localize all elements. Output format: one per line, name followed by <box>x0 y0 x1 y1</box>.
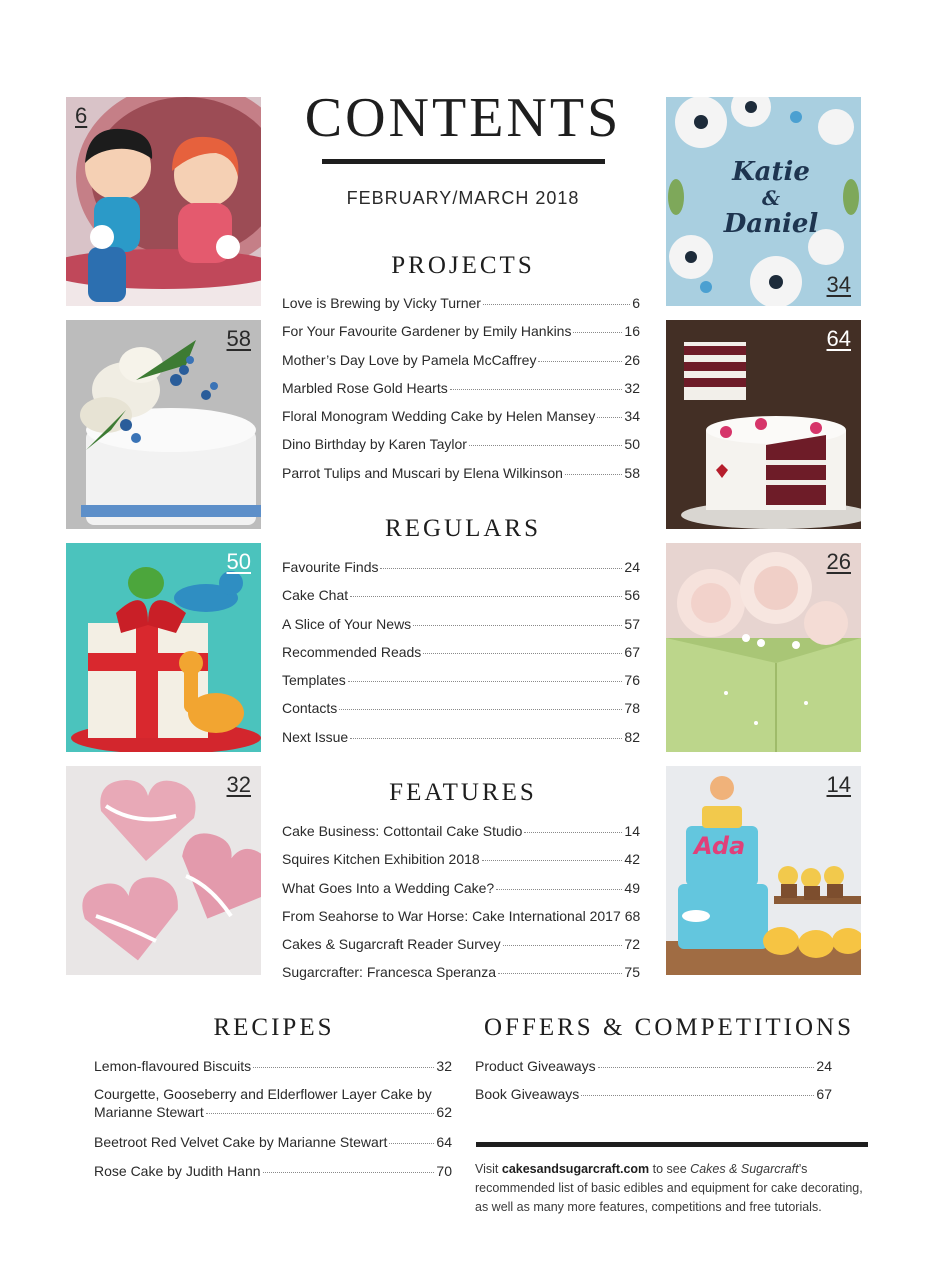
dot-leader <box>423 653 622 654</box>
toc-entry-label: Sugarcrafter: Francesca Speranza <box>282 964 496 981</box>
footer-note-text: to see <box>649 1162 691 1176</box>
toc-entry-page: 26 <box>624 351 640 368</box>
toc-entry-label: Lemon-flavoured Biscuits <box>94 1058 252 1074</box>
toc-entry-page: 32 <box>624 379 640 396</box>
toc-entry-label: Mother’s Day Love by Pamela McCaffrey <box>282 351 537 368</box>
thumbnail-dino-birthday[interactable] <box>66 543 261 752</box>
toc-entry-label: Rose Cake by Judith Hann <box>94 1162 261 1179</box>
toc-entry[interactable] <box>282 586 640 614</box>
toc-entry-page: 56 <box>624 587 640 604</box>
toc-entry[interactable] <box>282 643 640 671</box>
dot-leader <box>350 738 622 739</box>
toc-entry-label: Marbled Rose Gold Hearts <box>282 379 448 396</box>
toc-entry-page: 34 <box>624 408 640 425</box>
toc-entry-page: 70 <box>436 1162 452 1179</box>
dot-leader <box>581 1095 814 1096</box>
toc-entry-label: Courgette, Gooseberry and Elderflower Layer Cake by <box>94 1086 432 1103</box>
offers-list <box>475 1057 832 1114</box>
dot-leader <box>538 361 622 362</box>
toc-entry[interactable] <box>282 435 640 463</box>
dot-leader <box>524 832 622 833</box>
page-number: 50 <box>226 549 251 574</box>
toc-entry-page: 32 <box>436 1058 452 1074</box>
features-list <box>282 822 640 992</box>
toc-entry-page: 14 <box>624 823 640 839</box>
toc-entry[interactable] <box>94 1162 452 1190</box>
thumbnail-mothers-day[interactable] <box>666 543 861 752</box>
toc-entry-page: 78 <box>624 700 640 717</box>
toc-entry-page: 42 <box>624 851 640 868</box>
toc-entry[interactable] <box>282 879 640 907</box>
section-heading-regulars: REGULARS <box>385 515 541 542</box>
page-number: 34 <box>826 272 851 297</box>
page-number: 58 <box>226 326 251 351</box>
title-divider <box>322 159 605 164</box>
toc-entry[interactable] <box>94 1057 452 1085</box>
toc-entry-label: Marianne Stewart <box>94 1104 204 1121</box>
toc-entry-page: 75 <box>624 964 640 981</box>
toc-entry-label: Book Giveaways <box>475 1086 580 1103</box>
toc-entry-page: 82 <box>624 728 640 745</box>
toc-entry-label: Cake Business: Cottontail Cake Studio <box>282 823 523 839</box>
dot-leader <box>469 445 622 446</box>
toc-entry-label: Next Issue <box>282 728 349 745</box>
toc-entry-label: Product Giveaways <box>475 1058 596 1074</box>
toc-entry[interactable] <box>282 822 640 850</box>
recipes-list <box>94 1057 452 1190</box>
footer-note <box>475 1160 877 1217</box>
toc-entry[interactable] <box>282 699 640 727</box>
toc-entry-page: 64 <box>436 1134 452 1151</box>
toc-entry[interactable] <box>282 407 640 435</box>
toc-entry-label: Cakes & Sugarcraft Reader Survey <box>282 936 501 953</box>
toc-entry[interactable] <box>282 615 640 643</box>
dot-leader <box>389 1143 434 1144</box>
toc-entry-label: Beetroot Red Velvet Cake by Marianne Stewart <box>94 1134 388 1151</box>
toc-entry[interactable] <box>282 935 640 963</box>
toc-entry[interactable] <box>282 464 640 492</box>
section-heading-offers: OFFERS & COMPETITIONS <box>484 1014 854 1041</box>
toc-entry[interactable] <box>282 907 640 935</box>
dot-leader <box>348 681 623 682</box>
toc-entry[interactable] <box>475 1057 832 1085</box>
dot-leader <box>598 1067 815 1068</box>
website-link[interactable]: cakesandsugarcraft.com <box>501 1162 650 1176</box>
monogram-name: Katie <box>732 157 810 187</box>
dot-leader <box>597 417 622 418</box>
couple-figurines-image <box>66 97 261 306</box>
toc-entry-label: Love is Brewing by Vicky Turner <box>282 295 481 311</box>
toc-entry-page: 67 <box>816 1086 832 1103</box>
toc-entry-label: Dino Birthday by Karen Taylor <box>282 436 467 453</box>
toc-entry[interactable] <box>94 1133 452 1161</box>
toc-entry[interactable] <box>475 1085 832 1113</box>
dot-leader <box>483 304 630 305</box>
toc-entry[interactable] <box>282 322 640 350</box>
toc-entry-label: From Seahorse to War Horse: Cake International 2017 <box>282 907 621 924</box>
toc-entry-page: 16 <box>624 323 640 340</box>
page-number: 6 <box>75 103 88 128</box>
toc-entry-page: 72 <box>624 936 640 953</box>
toc-entry[interactable] <box>282 728 640 756</box>
toc-entry-page: 76 <box>624 672 640 689</box>
dot-leader <box>413 625 622 626</box>
toc-entry-label: Favourite Finds <box>282 559 379 575</box>
toc-entry-page: 62 <box>436 1104 452 1121</box>
page-number: 64 <box>826 326 851 351</box>
thumbnail-cottontail[interactable] <box>666 766 861 975</box>
dot-leader <box>206 1113 435 1114</box>
monogram-ampersand: & <box>761 186 781 210</box>
dot-leader <box>263 1172 435 1173</box>
toc-entry[interactable] <box>282 850 640 878</box>
dot-leader <box>380 568 622 569</box>
monogram-name: Daniel <box>723 209 819 239</box>
dot-leader <box>339 709 622 710</box>
thumbnail-floral-monogram[interactable] <box>666 97 861 306</box>
toc-entry-label: Cake Chat <box>282 587 349 604</box>
toc-entry-page: 50 <box>624 436 640 453</box>
toc-entry[interactable] <box>282 379 640 407</box>
thumbnail-red-velvet[interactable] <box>666 320 861 529</box>
projects-list <box>282 294 640 492</box>
toc-entry-label: For Your Favourite Gardener by Emily Hankins <box>282 323 572 340</box>
toc-entry[interactable] <box>282 558 640 586</box>
dot-leader <box>573 332 622 333</box>
toc-entry-page: 58 <box>624 464 640 481</box>
toc-entry-label: Templates <box>282 672 346 689</box>
thumbnail-marbled-hearts[interactable] <box>66 766 261 975</box>
toc-entry-label: Floral Monogram Wedding Cake by Helen Mansey <box>282 408 596 425</box>
toc-entry-page: 57 <box>624 615 640 632</box>
cake-lettering: Ada <box>694 832 746 860</box>
thumbnail-parrot-tulips[interactable] <box>66 320 261 529</box>
dot-leader <box>503 945 623 946</box>
toc-entry-page: 68 <box>624 907 641 924</box>
toc-entry-label: Squires Kitchen Exhibition 2018 <box>282 851 480 868</box>
section-heading-projects: PROJECTS <box>391 252 535 279</box>
footer-note-text: ’s recommended list of basic edibles and equipment for cake decorating, as well as many more features, competitions and free tutorials. <box>475 1162 863 1214</box>
toc-entry[interactable] <box>282 294 640 322</box>
toc-entry-page: 24 <box>816 1058 832 1074</box>
dot-leader <box>350 596 622 597</box>
toc-entry-label: Contacts <box>282 700 338 717</box>
toc-entry[interactable] <box>94 1085 452 1133</box>
thumbnail-love-is-brewing[interactable] <box>66 97 261 306</box>
toc-entry[interactable] <box>282 963 640 991</box>
dot-leader <box>253 1067 434 1068</box>
toc-entry-label: A Slice of Your News <box>282 615 412 632</box>
regulars-list <box>282 558 640 756</box>
toc-entry-label: What Goes Into a Wedding Cake? <box>282 879 495 896</box>
page-title: CONTENTS <box>304 87 622 149</box>
page-number: 14 <box>826 772 851 797</box>
section-heading-features: FEATURES <box>389 779 537 806</box>
toc-entry-page: 6 <box>632 295 640 311</box>
page-number: 26 <box>826 549 851 574</box>
toc-entry-label: Recommended Reads <box>282 643 422 660</box>
toc-entry[interactable] <box>282 671 640 699</box>
dot-leader <box>496 889 622 890</box>
toc-entry[interactable] <box>282 351 640 379</box>
toc-entry-page: 49 <box>624 879 640 896</box>
dot-leader <box>482 860 623 861</box>
footer-note-text: Visit <box>475 1162 502 1176</box>
dot-leader <box>498 973 622 974</box>
section-heading-recipes: RECIPES <box>213 1014 335 1041</box>
toc-entry-page: 67 <box>624 643 640 660</box>
toc-entry-page: 24 <box>624 559 640 575</box>
page-number: 32 <box>226 772 251 797</box>
dot-leader <box>565 474 623 475</box>
magazine-name: Cakes & Sugarcraft <box>690 1162 799 1176</box>
footer-divider <box>476 1142 868 1147</box>
toc-entry-label: Parrot Tulips and Muscari by Elena Wilkinson <box>282 464 563 481</box>
dot-leader <box>450 389 623 390</box>
monogram-lettering <box>716 159 826 237</box>
issue-date: FEBRUARY/MARCH 2018 <box>346 188 580 208</box>
